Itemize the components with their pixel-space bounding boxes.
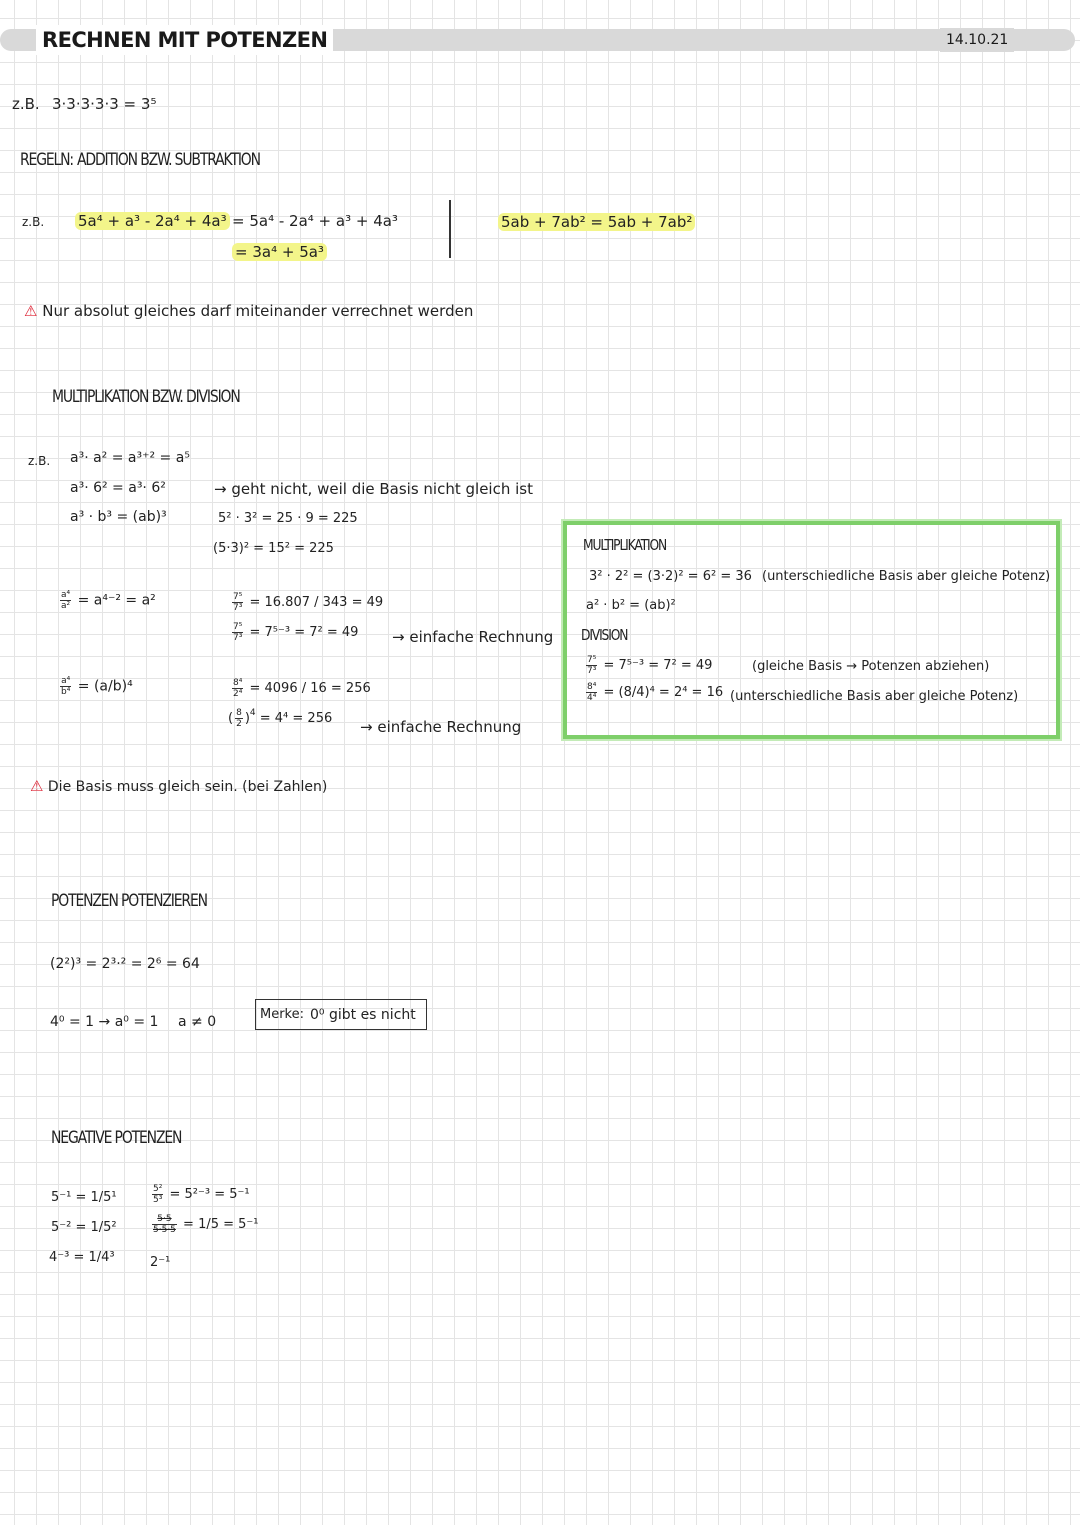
pot-l1: (2²)³ = 2³·² = 2⁶ = 64 [50,956,200,972]
mid2 [230,622,358,643]
merke-label: Merke: [260,1007,305,1022]
section-heading-multiplikation: MULTIPLIKATION BZW. DIVISION [52,387,240,407]
neg-b1-rest: = 5²⁻³ = 5⁻¹ [169,1187,250,1202]
mid2-rest: = 7⁵⁻³ = 7² = 49 [249,625,359,640]
fraction-box-7: $\frac{\text{7⁵}}{\text{7³}}$ [587,655,597,676]
warning-text-1: Nur absolut gleiches darf miteinander verrechnet werden [42,302,474,320]
neg-a1: 5⁻¹ = 1/5¹ [51,1190,117,1205]
mult-r1: → geht nicht, weil die Basis nicht gleich ist [214,480,533,498]
mid4-paren: ( $\frac{8}{2}$ )$^4$ [228,708,256,729]
page-title: RECHNEN MIT POTENZEN [36,25,333,55]
fraction-7-5-7-3: $\frac{\text{7⁵}}{\text{7³}}$ [233,592,243,613]
mid3-rest: = 4096 / 16 = 256 [249,681,371,696]
mid1-rest: = 16.807 / 343 = 49 [249,595,384,610]
box-l3 [584,655,712,676]
box-l4-rest: = (8/4)⁴ = 2⁴ = 16 [603,685,724,700]
example-label: z.B. [22,215,45,229]
box-l3-note: (gleiche Basis → Potenzen abziehen) [752,659,990,674]
neg-b1 [150,1184,250,1205]
div2 [58,676,133,697]
fraction-8-4-2-4: $\frac{\text{8⁴}}{\text{2⁴}}$ [233,678,243,699]
box-l1: 3² · 2² = (3·2)² = 6² = 36 [589,569,752,584]
section-heading-addition: ADDITION BZW. SUBTRAKTION [77,150,260,170]
warning-icon: ⚠ [30,777,44,795]
fraction-a4-b4: $\frac{\text{a⁴}}{\text{b⁴}}$ [61,676,71,697]
div1-rest: = a⁴⁻² = a² [77,592,156,609]
mid4 [228,708,332,729]
mid3 [230,678,371,699]
highlight-term: 5a⁴ + a³ - 2a⁴ + 4a³ [75,212,230,230]
box-l2: a² · b² = (ab)² [586,598,676,613]
fraction-5-2-5-3: $\frac{\text{5²}}{\text{5³}}$ [153,1184,163,1205]
box-l4 [584,682,723,703]
warning-line-1 [24,302,473,320]
section-heading-potenzieren: POTENZEN POTENZIEREN [51,891,207,911]
intro-expr: 3·3·3·3·3 = 3⁵ [52,95,157,113]
box-l4-note: (unterschiedliche Basis aber gleiche Potenz) [730,689,1019,704]
warning-text-2: Die Basis muss gleich sein. (bei Zahlen) [47,779,328,795]
neg-a3: 4⁻³ = 1/4³ [49,1250,115,1265]
page-date: 14.10.21 [940,28,1014,52]
intro-label: z.B. [12,95,40,113]
fraction-8-2: $\frac{8}{2}$ [236,708,242,729]
addition-line1-lhs [75,212,230,230]
mult-r3: (5·3)² = 15² = 225 [213,541,334,556]
fraction-box-8: $\frac{\text{8⁴}}{\text{4⁴}}$ [587,682,597,703]
section-heading-negativ: NEGATIVE POTENZEN [51,1128,182,1148]
fraction-55-555: $\frac{5\cdot 5}{5\cdot 5\cdot 5}$ [153,1214,176,1235]
mult-r2: 5² · 3² = 25 · 9 = 225 [218,511,358,526]
fraction-7-5-7-3-b: $\frac{\text{7⁵}}{\text{7³}}$ [233,622,243,643]
mult-l3: a³ · b³ = (ab)³ [70,509,167,525]
regeln-label: REGELN: [20,150,73,170]
box-l1-note: (unterschiedliche Basis aber gleiche Potenz) [762,569,1051,584]
pot-l2b: a ≠ 0 [178,1014,217,1030]
box-heading-division: DIVISION [581,626,628,644]
neg-a2: 5⁻² = 1/5² [51,1220,117,1235]
divider-line [449,200,451,258]
neg-b2-rest: = 1/5 = 5⁻¹ [183,1217,259,1232]
box-l3-rest: = 7⁵⁻³ = 7² = 49 [603,658,713,673]
mult-example-label: z.B. [28,454,51,468]
mid1 [230,592,383,613]
div2-rest: = (a/b)⁴ [77,678,133,695]
highlight-right: 5ab + 7ab² = 5ab + 7ab² [498,213,695,231]
mid4-note: → einfache Rechnung [360,718,522,736]
neg-b3: 2⁻¹ [150,1255,171,1270]
mid4-rest: = 4⁴ = 256 [259,711,333,726]
warning-line-2 [30,777,327,795]
highlight-result: = 3a⁴ + 5a³ [232,243,327,261]
neg-b2 [150,1214,259,1235]
pot-l2: 4⁰ = 1 → a⁰ = 1 [50,1014,159,1030]
fraction-a4-a2: $\frac{\text{a⁴}}{\text{a²}}$ [61,590,71,611]
warning-icon: ⚠ [24,302,38,320]
addition-right-expr [498,213,695,231]
div1 [58,590,156,611]
mult-l1: a³· a² = a³⁺² = a⁵ [70,450,190,466]
merke-text: 0⁰ gibt es nicht [310,1007,416,1023]
mult-l2: a³· 6² = a³· 6² [70,480,166,496]
box-heading-multiplikation: MULTIPLIKATION [583,536,667,554]
mid2-note: → einfache Rechnung [392,628,554,646]
addition-line2 [232,243,327,261]
addition-line1-rhs: = 5a⁴ - 2a⁴ + a³ + 4a³ [232,212,398,230]
